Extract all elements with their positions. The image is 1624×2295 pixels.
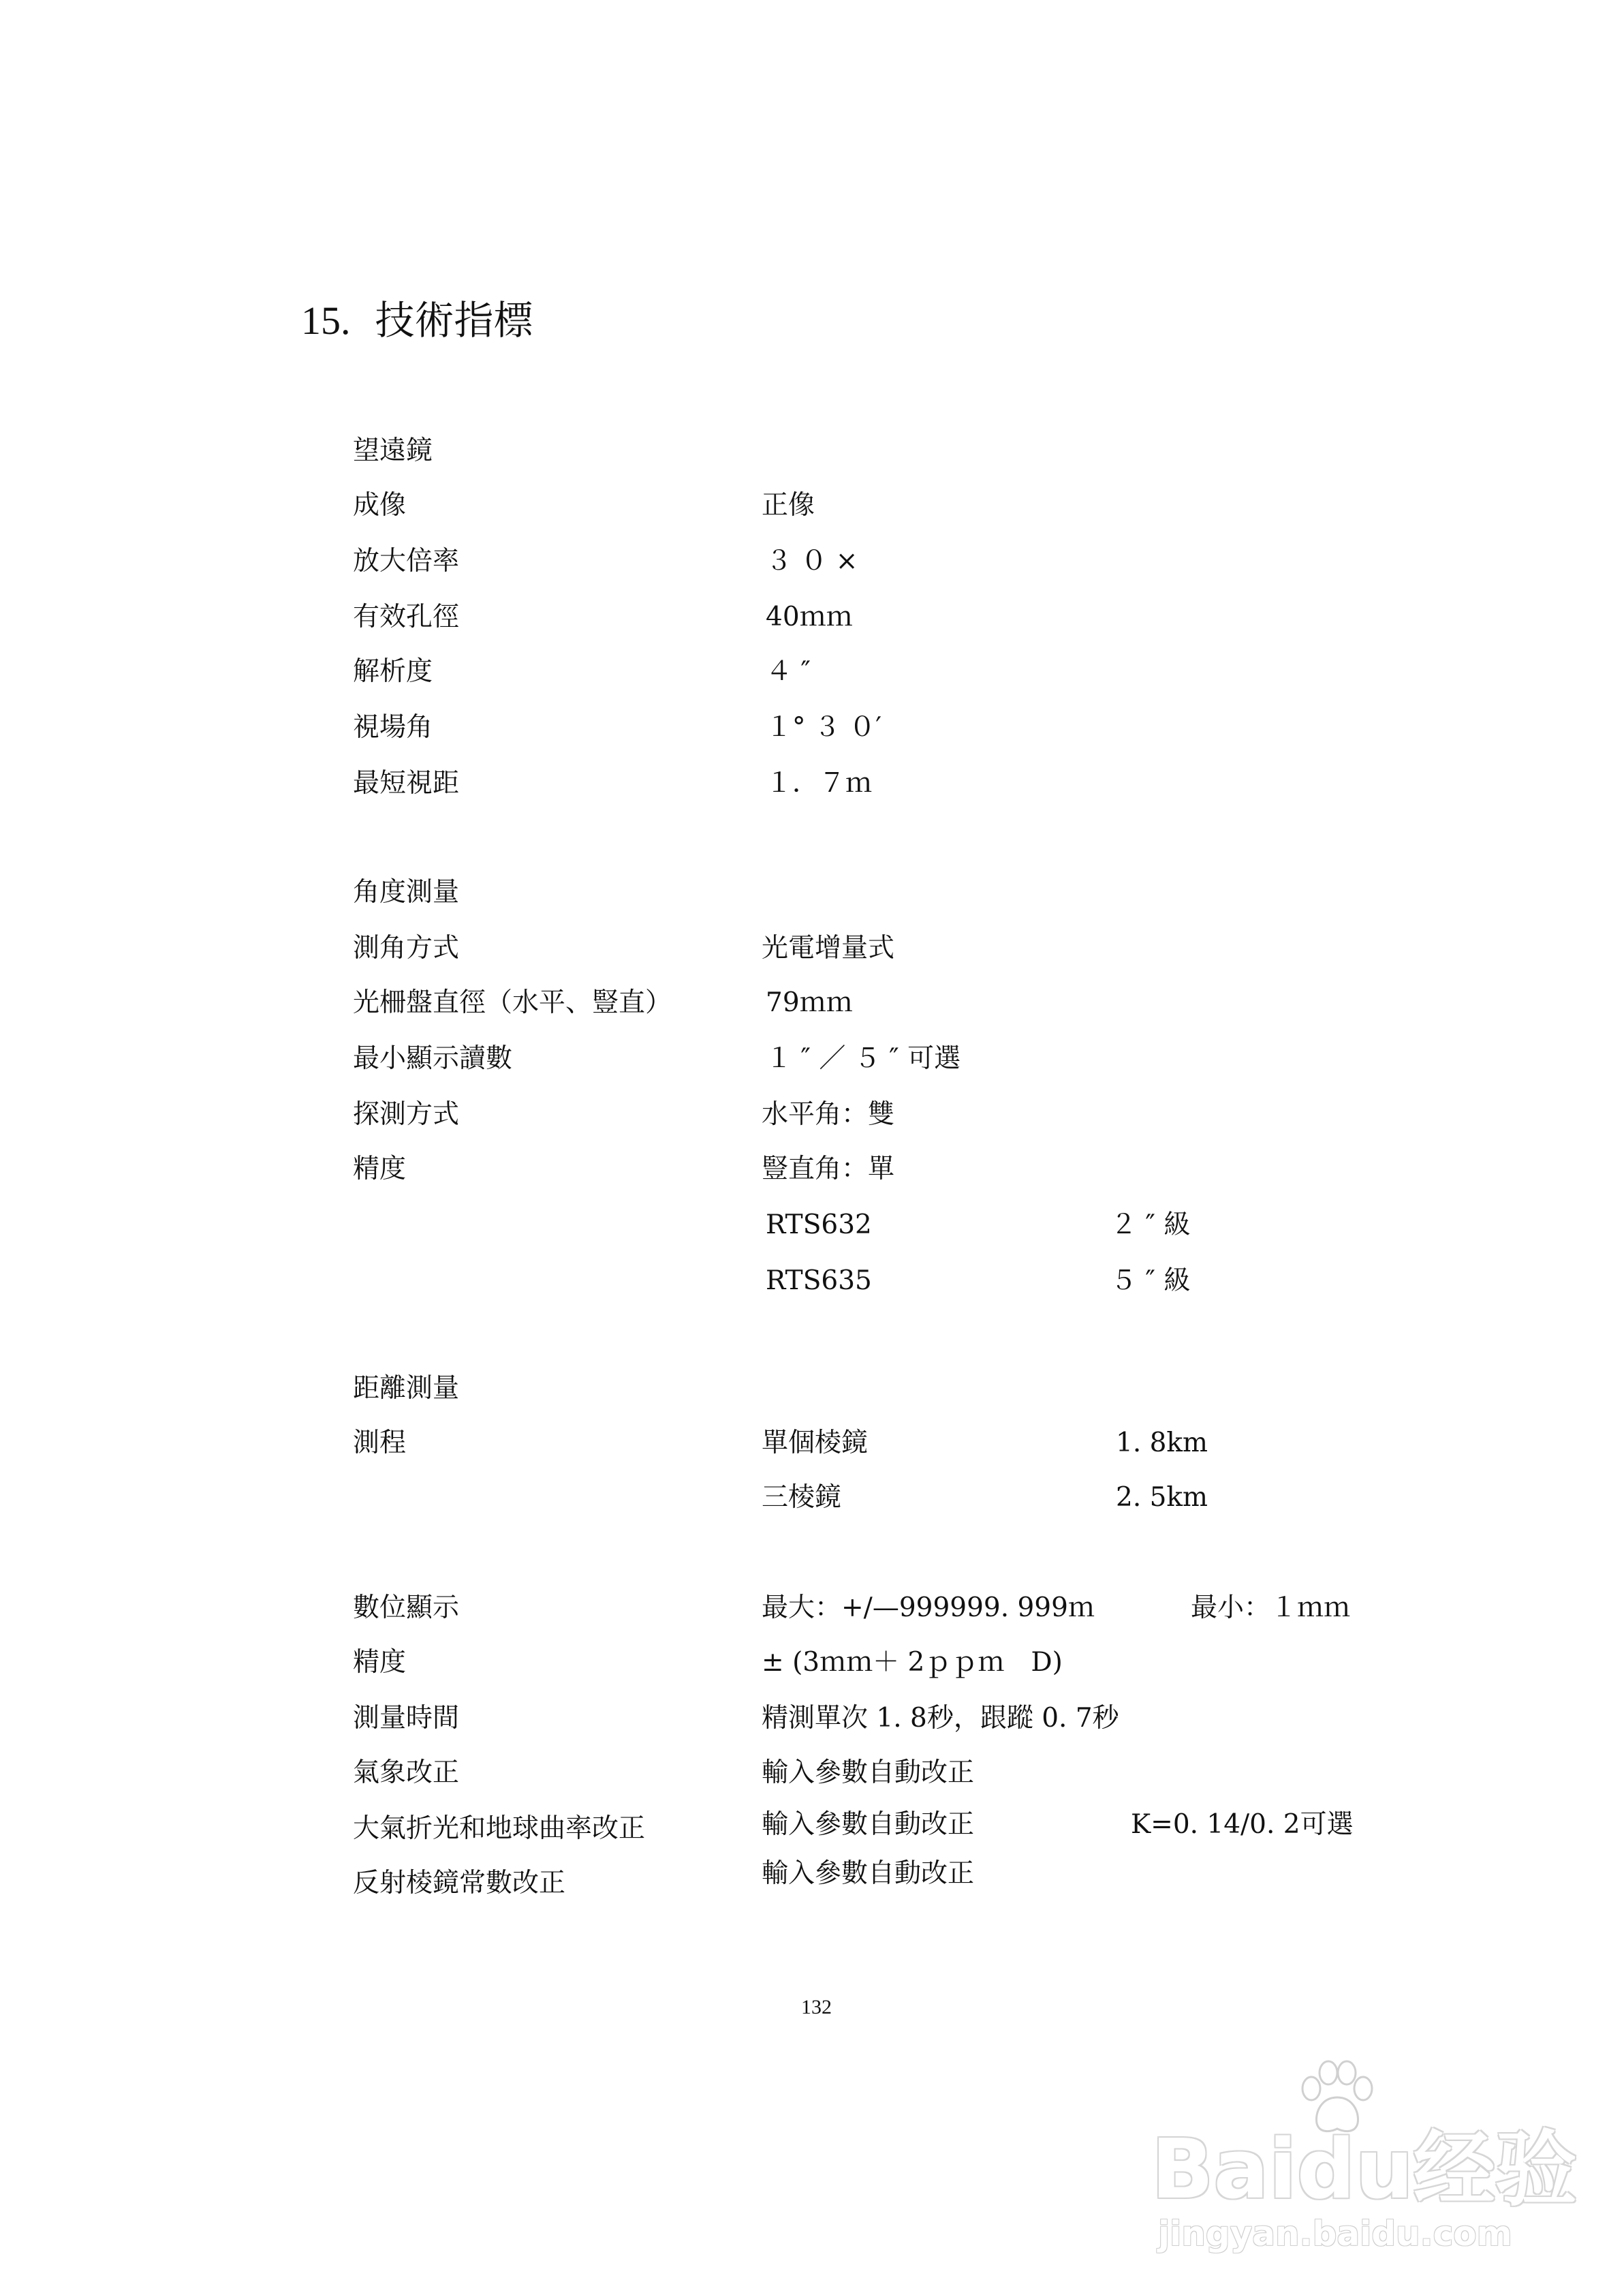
- spec-value: 光電增量式: [762, 933, 895, 964]
- spec-value: 豎直角：單: [762, 1154, 895, 1184]
- spec-label: 光柵盤直徑（水平、豎直）: [353, 987, 672, 1018]
- section-title-angle: 角度測量: [353, 877, 460, 908]
- spec-value: ３ ０ ×: [766, 546, 858, 576]
- range-value: 2. 5km: [1116, 1482, 1208, 1513]
- spec-value: 最大：+/—999999. 999ｍ: [762, 1592, 1095, 1623]
- spec-label: 成像: [353, 490, 407, 521]
- spec-value: １° ３ ０′: [766, 712, 882, 743]
- spec-value: 輸入參數自動改正: [762, 1757, 975, 1788]
- spec-value: ４ ″: [766, 656, 811, 687]
- spec-label: 測量時間: [353, 1703, 460, 1734]
- spec-value: 水平角：雙: [762, 1099, 895, 1130]
- spec-label: 大氣折光和地球曲率改正: [353, 1813, 646, 1844]
- spec-label: 探測方式: [353, 1099, 460, 1130]
- spec-label: 精度: [353, 1154, 407, 1184]
- spec-value: 輸入參數自動改正: [762, 1809, 975, 1840]
- spec-value: 精測單次 1. 8秒，跟蹤 0. 7秒: [762, 1703, 1119, 1734]
- spec-value-extra: 最小：１ｍｍ: [1191, 1592, 1351, 1623]
- spec-label: 有效孔徑: [353, 602, 460, 632]
- spec-value: １．７ｍ: [766, 768, 873, 799]
- spec-label: 視場角: [353, 712, 433, 743]
- heading-number: 15.: [301, 298, 351, 343]
- model-grade: ２ ″ 級: [1110, 1210, 1191, 1240]
- spec-label: 測角方式: [353, 933, 460, 964]
- spec-value: 正像: [762, 490, 815, 521]
- spec-label: 測程: [353, 1428, 407, 1458]
- spec-label: 解析度: [353, 656, 433, 687]
- model-name: RTS632: [766, 1210, 872, 1240]
- spec-value: 79ｍｍ: [766, 987, 853, 1018]
- range-prism: 單個棱鏡: [762, 1428, 869, 1458]
- spec-label: 最小顯示讀數: [353, 1043, 513, 1074]
- section-title-distance: 距離測量: [353, 1373, 460, 1404]
- baidu-watermark: [1151, 2058, 1577, 2262]
- spec-label: 數位顯示: [353, 1592, 460, 1623]
- spec-value: ± (3ｍｍ＋ 2ｐｐｍ D): [762, 1647, 1063, 1678]
- page-number: 132: [801, 1996, 832, 2018]
- spec-value: 輸入參數自動改正: [762, 1858, 975, 1889]
- page-heading: [301, 293, 533, 348]
- range-prism: 三棱鏡: [762, 1482, 842, 1513]
- spec-label: 放大倍率: [353, 546, 460, 576]
- spec-label: 反射棱鏡常數改正: [353, 1868, 566, 1898]
- spec-value-extra: K=0. 14/0. 2可選: [1131, 1809, 1354, 1840]
- spec-label: 精度: [353, 1647, 407, 1678]
- spec-label: 最短視距: [353, 768, 460, 799]
- model-grade: ５ ″ 級: [1110, 1265, 1191, 1296]
- spec-value: １ ″ ／ ５ ″ 可選: [766, 1043, 961, 1074]
- section-title-telescope: 望遠鏡: [353, 435, 433, 466]
- range-value: 1. 8km: [1116, 1428, 1208, 1458]
- heading-title: 技術指標: [375, 297, 533, 343]
- watermark-brand: Baidu经验: [1151, 2123, 1577, 2217]
- spec-value: 40ｍｍ: [766, 602, 853, 632]
- watermark-url: jingyan.baidu.com: [1158, 2214, 1512, 2253]
- model-name: RTS635: [766, 1265, 872, 1296]
- spec-label: 氣象改正: [353, 1757, 460, 1788]
